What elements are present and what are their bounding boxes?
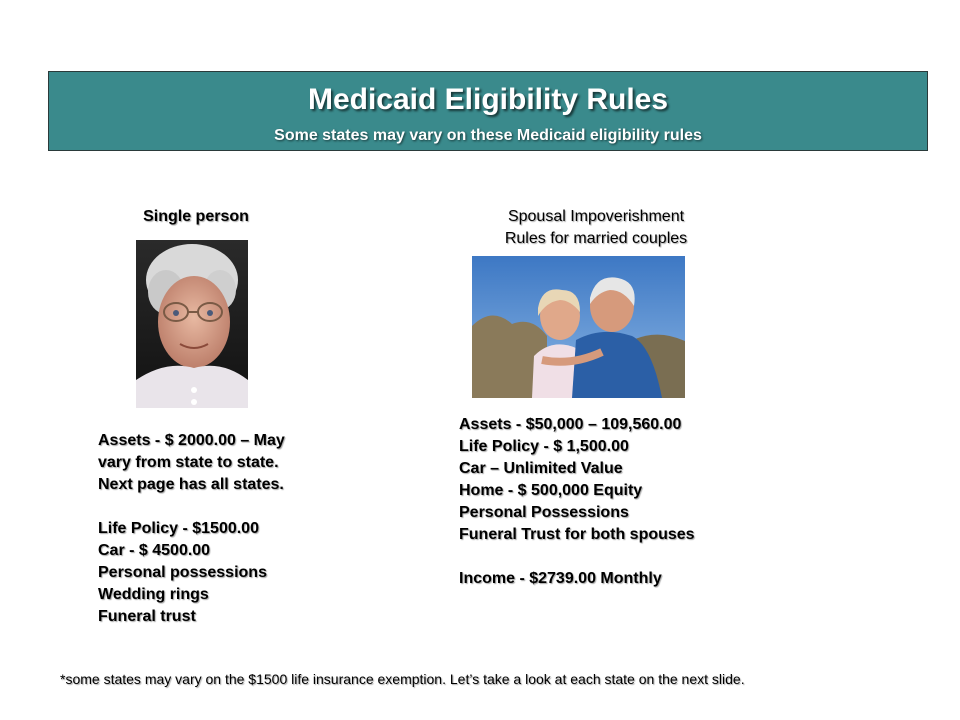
- elderly-woman-photo: [136, 240, 248, 408]
- married-couple-rules: [459, 414, 779, 590]
- single-rule-item: Wedding rings: [98, 586, 209, 603]
- married-couple-photo: [472, 256, 685, 398]
- single-rule-item: Life Policy - $1500.00: [98, 520, 259, 537]
- slide-subtitle: Some states may vary on these Medicaid eligibility rules: [274, 127, 702, 144]
- title-banner: [48, 71, 928, 151]
- slide-title: Medicaid Eligibility Rules: [307, 83, 669, 116]
- single-assets-text: Assets - $ 2000.00 – May vary from state to state. Next page has all states.: [98, 432, 285, 493]
- single-rule-item: Car - $ 4500.00: [98, 542, 211, 559]
- spousal-heading: [436, 206, 756, 250]
- footnote: *some states may vary on the $1500 life insurance exemption. Let’s take a look at each state on the next slide.: [60, 671, 745, 687]
- single-rule-item: Funeral trust: [98, 608, 196, 625]
- married-rule-item: Assets - $50,000 – 109,560.00: [459, 416, 682, 433]
- single-person-heading: Single person: [143, 208, 249, 225]
- married-rule-item: Funeral Trust for both spouses: [459, 526, 695, 543]
- married-rule-item: Personal Possessions: [459, 504, 629, 521]
- spousal-heading-line1: Spousal Impoverishment: [507, 208, 685, 225]
- spousal-heading-line2: Rules for married couples: [504, 230, 688, 247]
- married-income-text: Income - $2739.00 Monthly: [459, 570, 662, 587]
- single-person-rules: [98, 430, 298, 628]
- single-rule-item: Personal possessions: [98, 564, 267, 581]
- married-rule-item: Life Policy - $ 1,500.00: [459, 438, 629, 455]
- married-rule-item: Home - $ 500,000 Equity: [459, 482, 643, 499]
- married-rule-item: Car – Unlimited Value: [459, 460, 623, 477]
